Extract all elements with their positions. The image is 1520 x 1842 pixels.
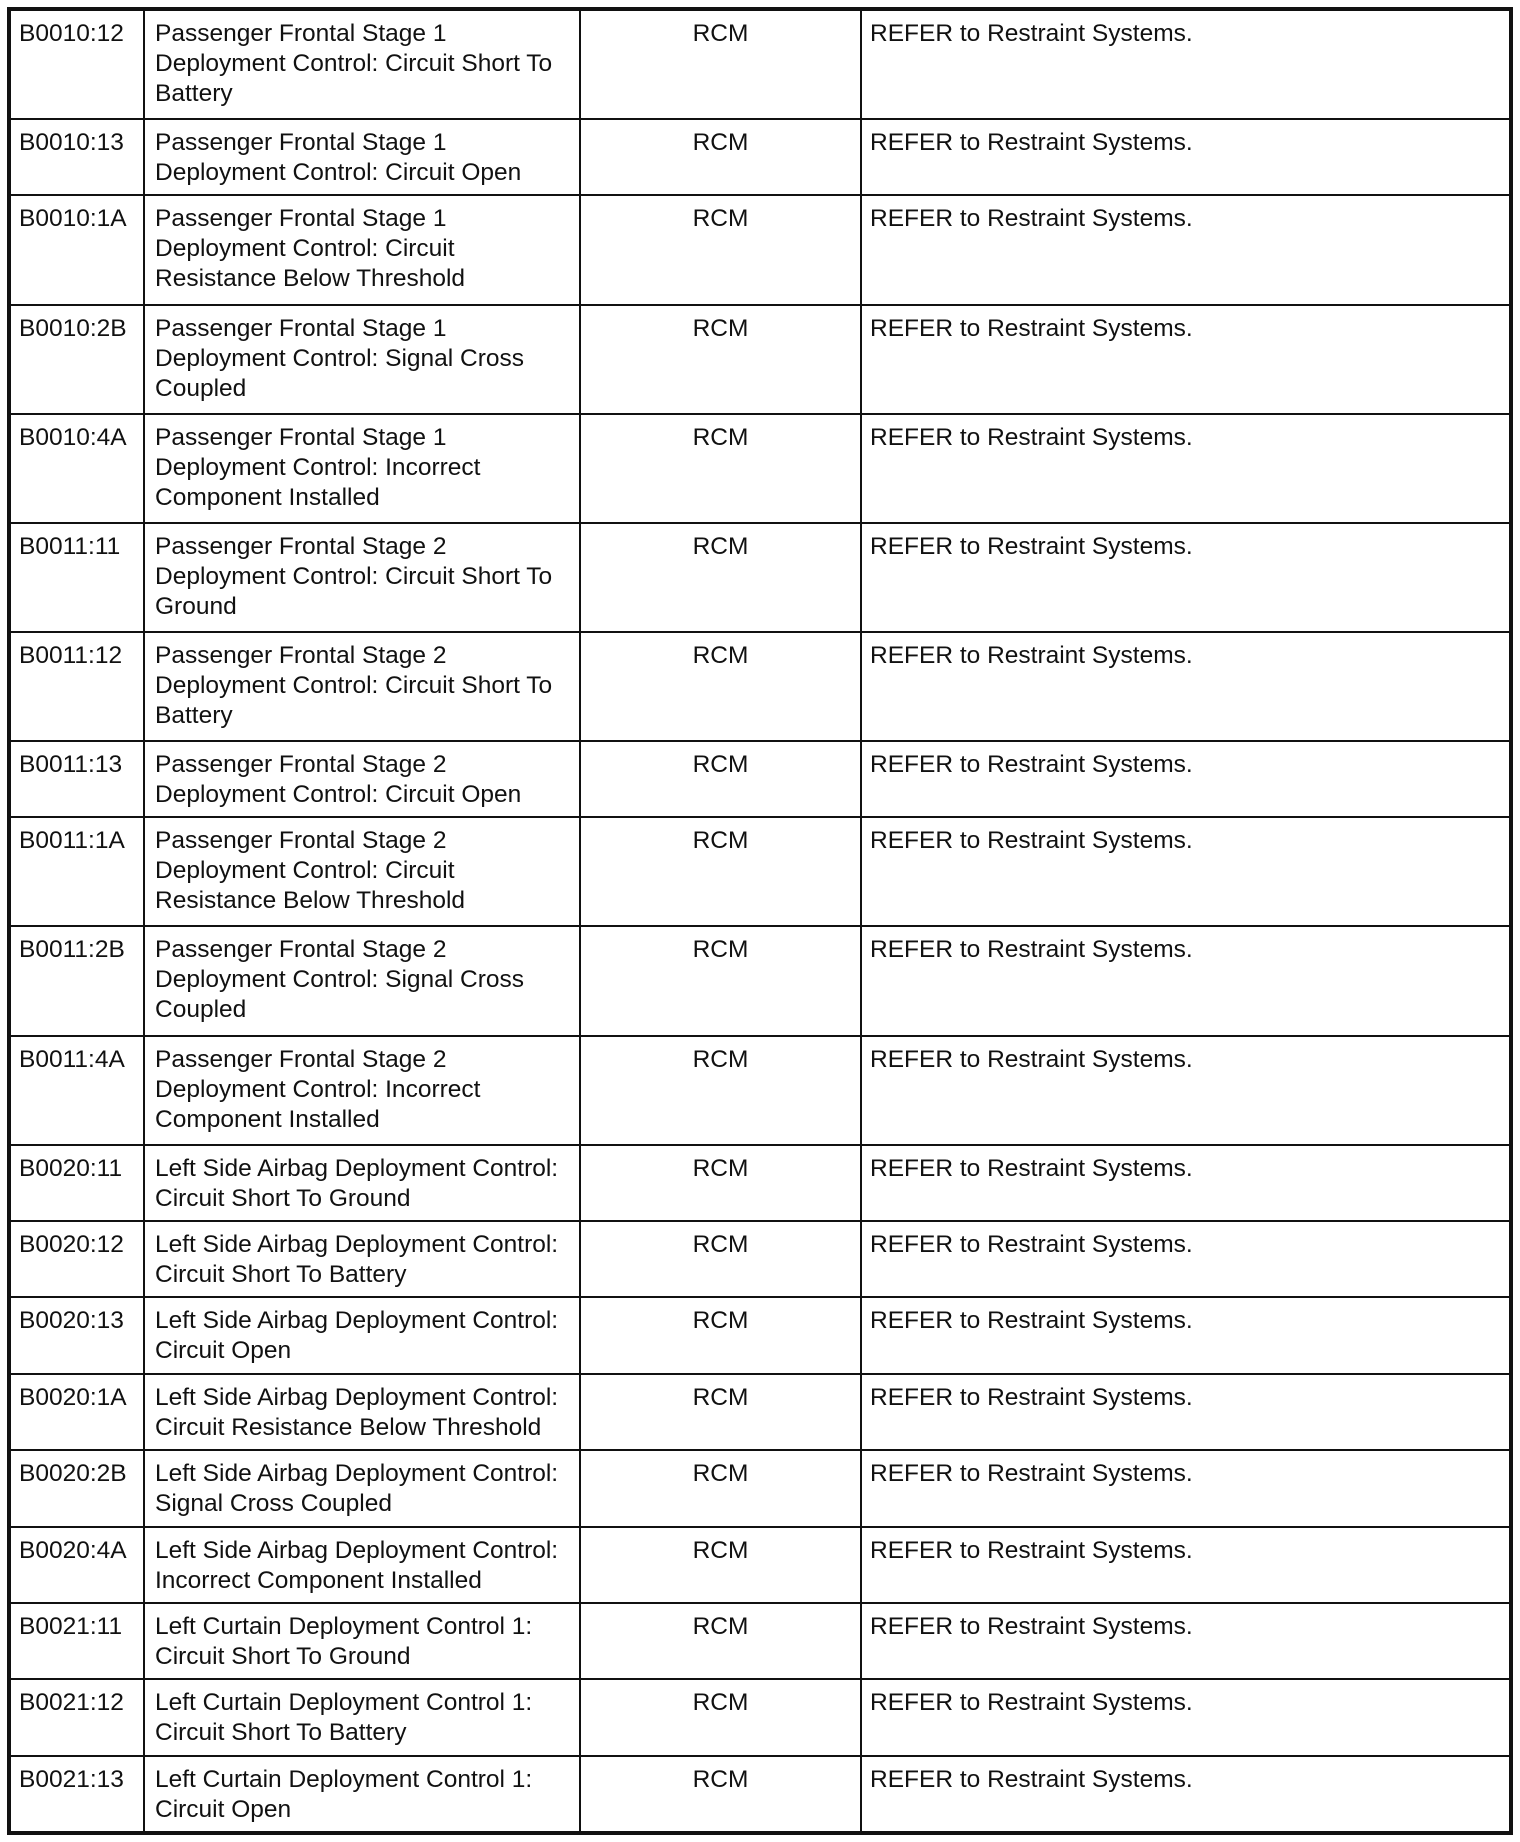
table-row (11, 1145, 1509, 1221)
table-row (11, 523, 1509, 632)
dtc-description-cell (144, 1145, 580, 1221)
dtc-description-line: Passenger Frontal Stage 1 (155, 314, 447, 342)
dtc-code-cell: B0010:4A (11, 414, 144, 523)
dtc-description-line: Coupled (155, 996, 247, 1024)
dtc-description-line: Ground (155, 592, 237, 620)
dtc-code-cell: B0010:12 (11, 11, 144, 119)
dtc-module-cell: RCM (580, 1603, 861, 1679)
table-row (11, 1221, 1509, 1297)
dtc-description-line: Left Side Airbag Deployment Control: (155, 1460, 559, 1488)
dtc-description-cell (144, 741, 580, 817)
dtc-description-cell (144, 1221, 580, 1297)
dtc-description-line: Circuit Short To Battery (155, 1261, 407, 1289)
dtc-code-cell: B0020:4A (11, 1527, 144, 1603)
dtc-action-cell: REFER to Restraint Systems. (861, 414, 1509, 523)
dtc-module-cell: RCM (580, 1221, 861, 1297)
dtc-description-line: Passenger Frontal Stage 2 (155, 532, 447, 560)
dtc-description-line: Coupled (155, 374, 247, 402)
dtc-code-cell: B0021:13 (11, 1756, 144, 1831)
dtc-description-line: Passenger Frontal Stage 2 (155, 827, 447, 855)
dtc-action-cell: REFER to Restraint Systems. (861, 305, 1509, 414)
dtc-code-cell: B0021:12 (11, 1679, 144, 1755)
dtc-action-cell: REFER to Restraint Systems. (861, 1374, 1509, 1450)
dtc-description-line: Passenger Frontal Stage 2 (155, 1045, 447, 1073)
dtc-description-cell (144, 632, 580, 741)
dtc-table (11, 11, 1509, 1831)
table-row (11, 119, 1509, 195)
dtc-code-cell: B0011:1A (11, 817, 144, 926)
dtc-description-line: Left Side Airbag Deployment Control: (155, 1307, 559, 1335)
dtc-description-line: Deployment Control: Signal Cross (155, 344, 525, 372)
dtc-description-cell (144, 1374, 580, 1450)
dtc-description-cell (144, 305, 580, 414)
dtc-description-line: Passenger Frontal Stage 1 (155, 205, 447, 233)
table-row (11, 195, 1509, 304)
table-row (11, 1679, 1509, 1755)
dtc-code-cell: B0010:13 (11, 119, 144, 195)
dtc-action-cell: REFER to Restraint Systems. (861, 1221, 1509, 1297)
dtc-description-line: Deployment Control: Signal Cross (155, 966, 525, 994)
dtc-description-line: Incorrect Component Installed (155, 1566, 482, 1594)
dtc-module-cell: RCM (580, 1679, 861, 1755)
table-row (11, 1297, 1509, 1373)
dtc-module-cell: RCM (580, 523, 861, 632)
dtc-description-cell (144, 119, 580, 195)
dtc-module-cell: RCM (580, 632, 861, 741)
dtc-action-cell: REFER to Restraint Systems. (861, 119, 1509, 195)
dtc-module-cell: RCM (580, 1297, 861, 1373)
dtc-description-cell (144, 1036, 580, 1145)
dtc-code-cell: B0020:11 (11, 1145, 144, 1221)
dtc-description-cell (144, 1297, 580, 1373)
dtc-action-cell: REFER to Restraint Systems. (861, 1297, 1509, 1373)
table-row (11, 11, 1509, 119)
dtc-description-line: Left Side Airbag Deployment Control: (155, 1383, 559, 1411)
dtc-module-cell: RCM (580, 1527, 861, 1603)
dtc-code-cell: B0011:12 (11, 632, 144, 741)
dtc-description-line: Deployment Control: Circuit Short To (155, 562, 553, 590)
dtc-description-line: Signal Cross Coupled (155, 1490, 392, 1518)
dtc-module-cell: RCM (580, 119, 861, 195)
dtc-action-cell: REFER to Restraint Systems. (861, 1756, 1509, 1831)
table-row (11, 1603, 1509, 1679)
dtc-description-line: Left Side Airbag Deployment Control: (155, 1536, 559, 1564)
dtc-description-cell (144, 523, 580, 632)
dtc-description-line: Circuit Short To Ground (155, 1642, 411, 1670)
dtc-description-line: Left Side Airbag Deployment Control: (155, 1231, 559, 1259)
dtc-code-cell: B0010:1A (11, 195, 144, 304)
dtc-description-line: Deployment Control: Incorrect (155, 453, 481, 481)
table-row (11, 1374, 1509, 1450)
dtc-description-line: Deployment Control: Circuit Short To (155, 50, 553, 77)
dtc-table-frame (7, 7, 1513, 1835)
dtc-description-line: Circuit Short To Battery (155, 1719, 407, 1747)
dtc-description-cell (144, 1756, 580, 1831)
dtc-description-cell (144, 1450, 580, 1526)
dtc-action-cell: REFER to Restraint Systems. (861, 1450, 1509, 1526)
dtc-description-line: Deployment Control: Circuit Short To (155, 671, 553, 699)
dtc-action-cell: REFER to Restraint Systems. (861, 632, 1509, 741)
dtc-description-line: Deployment Control: Circuit Open (155, 159, 522, 187)
dtc-code-cell: B0011:11 (11, 523, 144, 632)
dtc-description-line: Passenger Frontal Stage 1 (155, 20, 447, 47)
dtc-code-cell: B0021:11 (11, 1603, 144, 1679)
dtc-module-cell: RCM (580, 926, 861, 1035)
dtc-description-cell (144, 1527, 580, 1603)
dtc-description-line: Deployment Control: Circuit Open (155, 780, 522, 808)
dtc-description-line: Left Side Airbag Deployment Control: (155, 1154, 559, 1182)
dtc-description-line: Battery (155, 80, 233, 107)
dtc-action-cell: REFER to Restraint Systems. (861, 195, 1509, 304)
dtc-action-cell: REFER to Restraint Systems. (861, 523, 1509, 632)
dtc-code-cell: B0020:12 (11, 1221, 144, 1297)
dtc-description-line: Resistance Below Threshold (155, 887, 466, 915)
dtc-action-cell: REFER to Restraint Systems. (861, 1527, 1509, 1603)
dtc-action-cell: REFER to Restraint Systems. (861, 1036, 1509, 1145)
dtc-code-cell: B0020:1A (11, 1374, 144, 1450)
dtc-module-cell: RCM (580, 741, 861, 817)
dtc-action-cell: REFER to Restraint Systems. (861, 1145, 1509, 1221)
dtc-module-cell: RCM (580, 1036, 861, 1145)
table-row (11, 414, 1509, 523)
dtc-description-line: Passenger Frontal Stage 2 (155, 936, 447, 964)
dtc-action-cell: REFER to Restraint Systems. (861, 1603, 1509, 1679)
dtc-description-cell (144, 414, 580, 523)
dtc-action-cell: REFER to Restraint Systems. (861, 741, 1509, 817)
dtc-module-cell: RCM (580, 414, 861, 523)
dtc-code-cell: B0011:13 (11, 741, 144, 817)
dtc-description-line: Circuit Short To Ground (155, 1184, 411, 1212)
dtc-code-cell: B0011:2B (11, 926, 144, 1035)
dtc-description-line: Passenger Frontal Stage 2 (155, 750, 447, 778)
dtc-description-cell (144, 1679, 580, 1755)
dtc-description-line: Deployment Control: Incorrect (155, 1075, 481, 1103)
dtc-action-cell: REFER to Restraint Systems. (861, 1679, 1509, 1755)
dtc-description-cell (144, 926, 580, 1035)
dtc-description-cell (144, 817, 580, 926)
table-row (11, 1527, 1509, 1603)
dtc-module-cell: RCM (580, 1145, 861, 1221)
dtc-description-line: Left Curtain Deployment Control 1: (155, 1765, 533, 1793)
dtc-description-cell (144, 195, 580, 304)
dtc-code-cell: B0011:4A (11, 1036, 144, 1145)
dtc-table-body (11, 11, 1509, 1831)
dtc-module-cell: RCM (580, 305, 861, 414)
dtc-code-cell: B0020:13 (11, 1297, 144, 1373)
dtc-module-cell: RCM (580, 1756, 861, 1831)
table-row (11, 741, 1509, 817)
dtc-module-cell: RCM (580, 1450, 861, 1526)
table-row (11, 817, 1509, 926)
dtc-description-line: Resistance Below Threshold (155, 265, 466, 293)
dtc-description-line: Circuit Open (155, 1795, 292, 1823)
dtc-description-cell (144, 11, 580, 119)
dtc-description-line: Circuit Resistance Below Threshold (155, 1413, 542, 1441)
dtc-description-line: Battery (155, 701, 233, 729)
dtc-action-cell: REFER to Restraint Systems. (861, 817, 1509, 926)
dtc-description-line: Left Curtain Deployment Control 1: (155, 1689, 533, 1717)
dtc-code-cell: B0020:2B (11, 1450, 144, 1526)
table-row (11, 632, 1509, 741)
dtc-description-line: Deployment Control: Circuit (155, 857, 455, 885)
dtc-description-line: Component Installed (155, 1105, 380, 1133)
table-row (11, 305, 1509, 414)
dtc-description-cell (144, 1603, 580, 1679)
table-row (11, 1450, 1509, 1526)
dtc-module-cell: RCM (580, 195, 861, 304)
dtc-code-cell: B0010:2B (11, 305, 144, 414)
dtc-action-cell: REFER to Restraint Systems. (861, 926, 1509, 1035)
dtc-action-cell: REFER to Restraint Systems. (861, 11, 1509, 119)
dtc-description-line: Deployment Control: Circuit (155, 235, 455, 263)
dtc-description-line: Passenger Frontal Stage 1 (155, 129, 447, 157)
dtc-description-line: Circuit Open (155, 1337, 292, 1365)
table-row (11, 1036, 1509, 1145)
dtc-description-line: Passenger Frontal Stage 2 (155, 641, 447, 669)
table-row (11, 1756, 1509, 1831)
dtc-description-line: Passenger Frontal Stage 1 (155, 423, 447, 451)
dtc-description-line: Left Curtain Deployment Control 1: (155, 1612, 533, 1640)
dtc-module-cell: RCM (580, 817, 861, 926)
dtc-description-line: Component Installed (155, 483, 380, 511)
dtc-module-cell: RCM (580, 11, 861, 119)
table-row (11, 926, 1509, 1035)
dtc-module-cell: RCM (580, 1374, 861, 1450)
